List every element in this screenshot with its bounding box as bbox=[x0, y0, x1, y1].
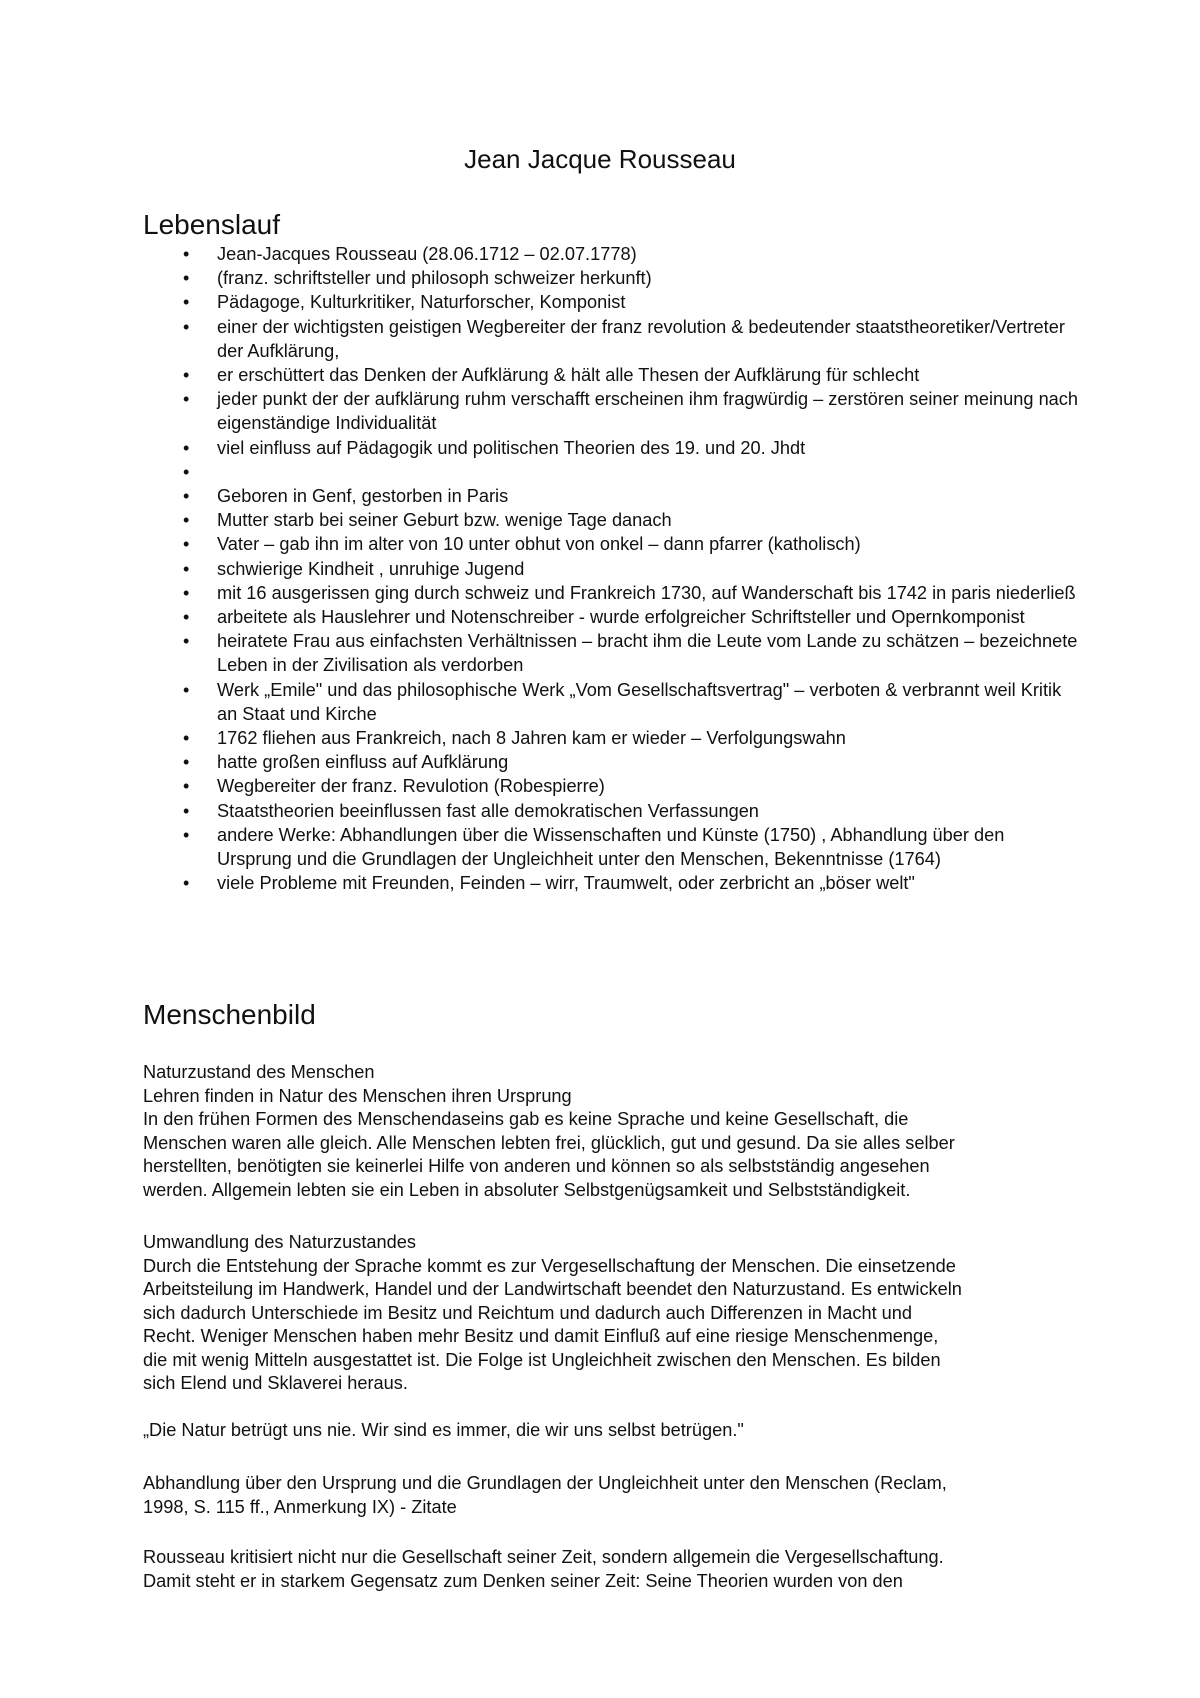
list-item: • hatte großen einfluss auf Aufklärung bbox=[183, 750, 1083, 774]
list-item: • (franz. schriftsteller und philosoph schweizer herkunft) bbox=[183, 266, 1083, 290]
text-line: Durch die Entstehung der Sprache kommt es zur Vergesellschaftung der Menschen. Die einsetzende bbox=[143, 1255, 956, 1276]
list-item: • 1762 fliehen aus Frankreich, nach 8 Jahren kam er wieder – Verfolgungswahn bbox=[183, 726, 1083, 750]
lebenslauf-list bbox=[183, 242, 1083, 895]
list-item: • Jean-Jacques Rousseau (28.06.1712 – 02.07.1778) bbox=[183, 242, 1083, 266]
paragraph-source bbox=[143, 1472, 1083, 1519]
heading-lebenslauf: Lebenslauf bbox=[143, 209, 281, 240]
text-line: sich dadurch Unterschiede im Besitz und Reichtum und dadurch auch Differenzen in Macht und bbox=[143, 1302, 913, 1323]
text-line: Abhandlung über den Ursprung und die Grundlagen der Ungleichheit unter den Menschen (Reclam, bbox=[143, 1473, 947, 1493]
list-item: • andere Werke: Abhandlungen über die Wissenschaften und Künste (1750) , Abhandlung über den Ursprung und die Grundlagen der Ungleichheit unter den Menschen, Bekenntnisse (1764) bbox=[183, 823, 1083, 871]
text-line: 1998, S. 115 ff., Anmerkung IX) - Zitate bbox=[143, 1496, 457, 1517]
list-item: • Vater – gab ihn im alter von 10 unter obhut von onkel – dann pfarrer (katholisch) bbox=[183, 532, 1083, 556]
paragraph-quote: „Die Natur betrügt uns nie. Wir sind es immer, die wir uns selbst betrügen." bbox=[143, 1420, 744, 1440]
text-line: Umwandlung des Naturzustandes bbox=[143, 1232, 416, 1252]
list-item: • Werk „Emile" und das philosophische Werk „Vom Gesellschaftsvertrag" – verboten & verbrannt weil Kritik an Staat und Kirche bbox=[183, 678, 1083, 726]
list-item: • er erschüttert das Denken der Aufklärung & hält alle Thesen der Aufklärung für schlecht bbox=[183, 363, 1083, 387]
text-line: Naturzustand des Menschen bbox=[143, 1062, 375, 1082]
document-title: Jean Jacque Rousseau bbox=[464, 144, 736, 174]
list-item: • einer der wichtigsten geistigen Wegbereiter der franz revolution & bedeutender staatstheoretiker/Vertreter der Aufklärung, bbox=[183, 315, 1083, 363]
list-item: • heiratete Frau aus einfachsten Verhältnissen – bracht ihm die Leute vom Lande zu schätzen – bezeichnete Leben in der Zivilisation als verdorben bbox=[183, 629, 1083, 677]
list-item: • mit 16 ausgerissen ging durch schweiz und Frankreich 1730, auf Wanderschaft bis 1742 in paris niederließ bbox=[183, 581, 1083, 605]
heading-menschenbild: Menschenbild bbox=[143, 999, 316, 1030]
text-line: Damit steht er in starkem Gegensatz zum Denken seiner Zeit: Seine Theorien wurden von den bbox=[143, 1570, 903, 1591]
list-item: • Staatstheorien beeinflussen fast alle demokratischen Verfassungen bbox=[183, 799, 1083, 823]
text-line: Rousseau kritisiert nicht nur die Gesellschaft seiner Zeit, sondern allgemein die Vergesellschaftung. bbox=[143, 1547, 944, 1567]
list-item bbox=[183, 460, 1083, 484]
list-item: • viele Probleme mit Freunden, Feinden – wirr, Traumwelt, oder zerbricht an „böser welt" bbox=[183, 871, 1083, 895]
list-item: • Wegbereiter der franz. Revulotion (Robespierre) bbox=[183, 774, 1083, 798]
text-line: herstellten, benötigten sie keinerlei Hilfe von anderen und können so als selbstständig angesehen bbox=[143, 1156, 930, 1176]
text-line: Recht. Weniger Menschen haben mehr Besitz und damit Einfluß auf eine riesige Menschenmenge, bbox=[143, 1326, 939, 1346]
list-item: • Geboren in Genf, gestorben in Paris bbox=[183, 484, 1083, 508]
list-item: • viel einfluss auf Pädagogik und politischen Theorien des 19. und 20. Jhdt bbox=[183, 436, 1083, 460]
list-item: • schwierige Kindheit , unruhige Jugend bbox=[183, 557, 1083, 581]
list-item: • Pädagoge, Kulturkritiker, Naturforscher, Komponist bbox=[183, 290, 1083, 314]
text-line: werden. Allgemein lebten sie ein Leben in absoluter Selbstgenügsamkeit und Selbstständigkeit. bbox=[143, 1179, 911, 1200]
text-line: In den frühen Formen des Menschendaseins gab es keine Sprache und keine Gesellschaft, die bbox=[143, 1109, 909, 1129]
text-line: Arbeitsteilung im Handwerk, Handel und der Landwirtschaft beendet den Naturzustand. Es entwickeln bbox=[143, 1279, 962, 1299]
text-line: Lehren finden in Natur des Menschen ihren Ursprung bbox=[143, 1085, 572, 1106]
list-item: • Mutter starb bei seiner Geburt bzw. wenige Tage danach bbox=[183, 508, 1083, 532]
text-line: die mit wenig Mitteln ausgestattet ist. Die Folge ist Ungleichheit zwischen den Menschen. Es bilden bbox=[143, 1349, 941, 1370]
text-line: sich Elend und Sklaverei heraus. bbox=[143, 1373, 408, 1393]
list-item: • arbeitete als Hauslehrer und Notenschreiber - wurde erfolgreicher Schriftsteller und Opernkomponist bbox=[183, 605, 1083, 629]
paragraph-kritik bbox=[143, 1546, 1083, 1593]
text-line: Menschen waren alle gleich. Alle Menschen lebten frei, glücklich, gut und gesund. Da sie alles selber bbox=[143, 1132, 955, 1153]
paragraph-naturzustand bbox=[143, 1061, 1083, 1202]
list-item: • jeder punkt der der aufklärung ruhm verschafft erscheinen ihm fragwürdig – zerstören seiner meinung nach eigenständige Individualität bbox=[183, 387, 1083, 435]
paragraph-umwandlung bbox=[143, 1231, 1083, 1396]
